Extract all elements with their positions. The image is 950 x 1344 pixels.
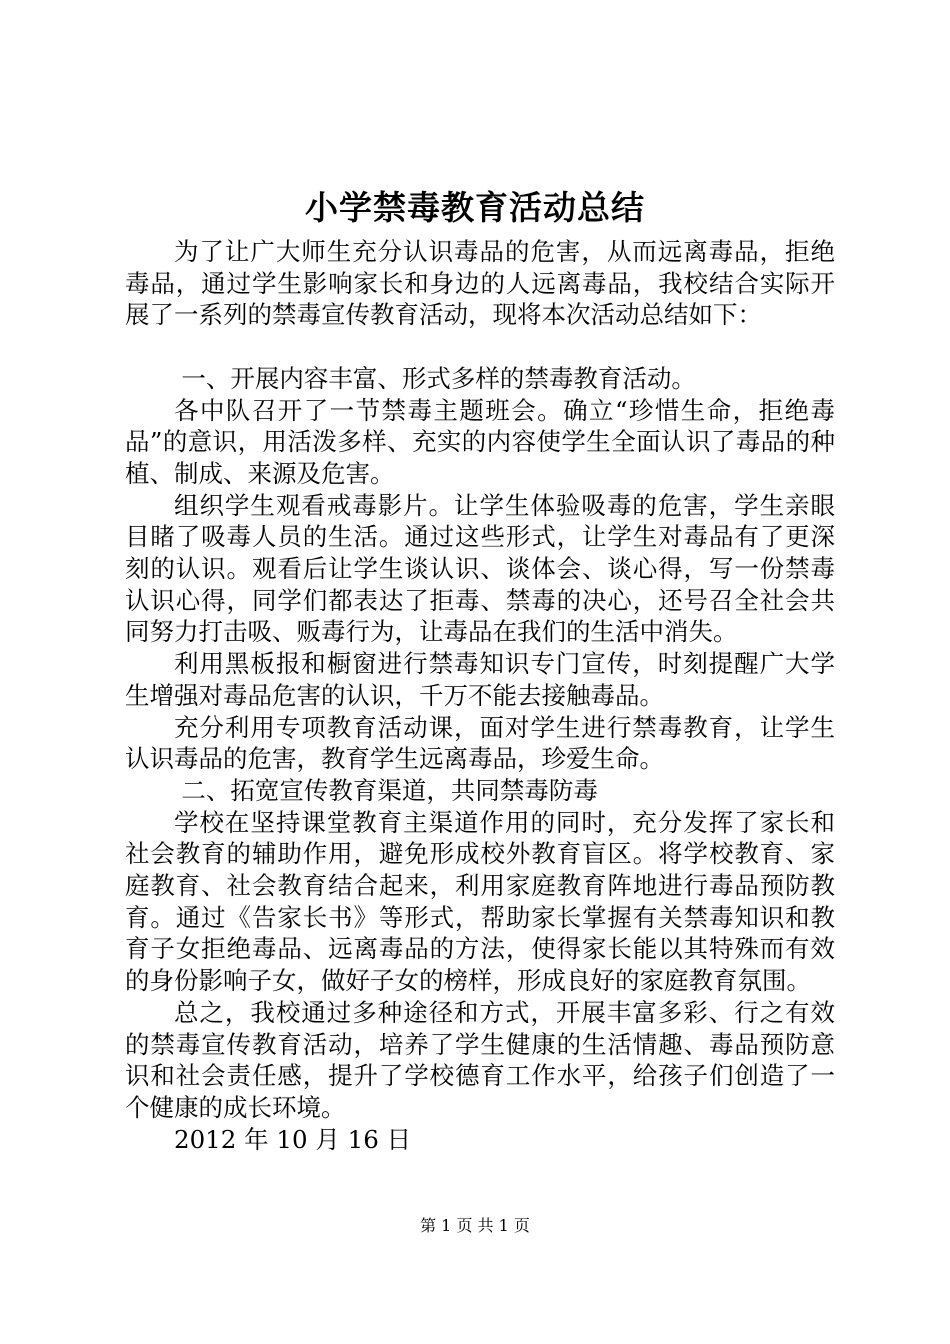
section-1-heading: 一、开展内容丰富、形式多样的禁毒教育活动。 [181,363,696,393]
intro-paragraph: 为了让广大师生充分认识毒品的危害，从而远离毒品，拒绝毒品，通过学生影响家长和身边的人远离毒品，我校结合实际开展了一系列的禁毒宣传教育活动，现将本次活动总结如下： [125,237,835,330]
document-title: 小学禁毒教育活动总结 [305,188,645,227]
paragraph-spacer [125,331,835,363]
body-paragraph-1: 各中队召开了一节禁毒主题班会。确立“珍惜生命，拒绝毒品”的意识，用活泼多样、充实的内容使学生全面认识了毒品的种植、制成、来源及危害。 [125,395,835,488]
body-paragraph-4: 充分利用专项教育活动课，面对学生进行禁毒教育，让学生认识毒品的危害，教育学生远离毒品，珍爱生命。 [125,712,835,774]
document-body [125,236,835,1155]
body-paragraph-5: 学校在坚持课堂教育主渠道作用的同时，充分发挥了家长和社会教育的辅助作用，避免形成校外教育盲区。将学校教育、家庭教育、社会教育结合起来，利用家庭教育阵地进行毒品预防教育。通过《告家长书》等形式，帮助家长掌握有关禁毒知识和教育子女拒绝毒品、远离毒品的方法，使得家长能以其特殊而有效的身份影响子女，做好子女的榜样，形成良好的家庭教育氛围。 [125,807,835,996]
conclusion-paragraph: 总之，我校通过多种途径和方式，开展丰富多彩、行之有效的禁毒宣传教育活动，培养了学生健康的生活情趣、毒品预防意识和社会责任感，提升了学校德育工作水平，给孩子们创造了一个健康的成长环境。 [125,997,835,1122]
body-paragraph-2: 组织学生观看戒毒影片。让学生体验吸毒的危害，学生亲眼目睹了吸毒人员的生活。通过这些形式，让学生对毒品有了更深刻的认识。观看后让学生谈认识、谈体会、谈心得，写一份禁毒认识心得，同学们都表达了拒毒、禁毒的决心，还号召全社会共同努力打击吸、贩毒行为，让毒品在我们的生活中消失。 [125,490,835,647]
section-2-heading: 二、拓宽宣传教育渠道，共同禁毒防毒 [181,775,598,805]
page-footer: 第 1 页 共 1 页 [420,1216,530,1235]
document-date: 2012 年 10 月 16 日 [174,1124,412,1154]
body-paragraph-3: 利用黑板报和橱窗进行禁毒知识专门宣传，时刻提醒广大学生增强对毒品危害的认识，千万不能去接触毒品。 [125,649,835,710]
